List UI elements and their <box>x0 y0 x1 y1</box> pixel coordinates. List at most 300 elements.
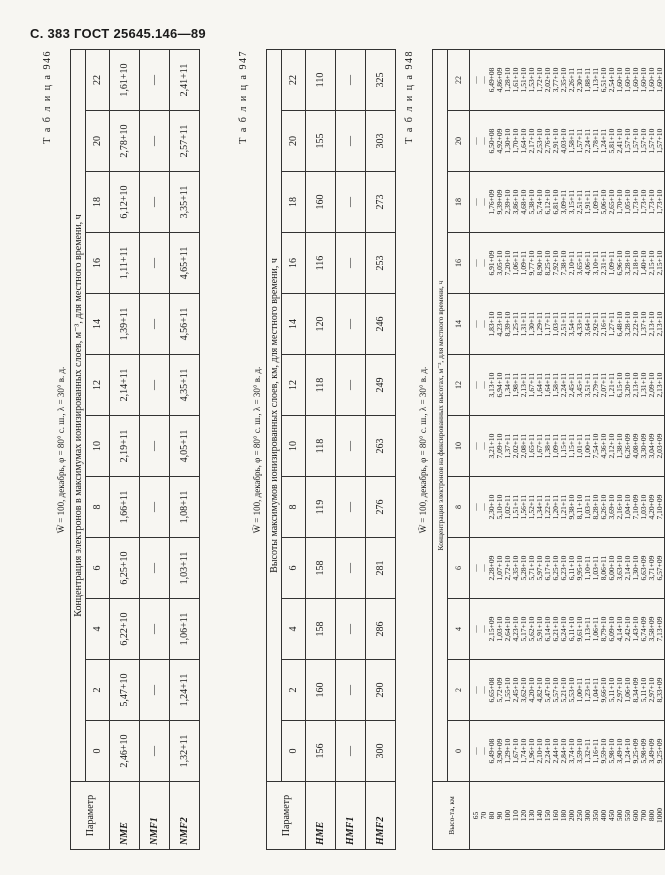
subheader: Концентрация электронов на фиксированных высотах, м⁻³, для местного времени, ч <box>433 49 448 781</box>
cell-value: 4,20+09 <box>647 494 656 520</box>
cell-value: 8,06+11 <box>599 555 608 581</box>
col-header: 10 <box>282 416 306 477</box>
cell-value: 1,65+11 <box>527 433 536 459</box>
cell-value: — <box>471 320 480 328</box>
cell-value: 1,37+10 <box>639 311 648 337</box>
cell-value: 5,17+10 <box>519 616 528 642</box>
cell-value: 1,15+11 <box>567 433 576 459</box>
cell-value: 2,02+10 <box>543 67 552 93</box>
cell-value: 1,51+10 <box>519 67 528 93</box>
cell-value: 9,39+09 <box>495 189 504 215</box>
cell-value: 1,52+11 <box>527 494 536 520</box>
cell-value: 3,49+09 <box>647 738 656 764</box>
cell-value: 1,67+11 <box>535 433 544 459</box>
cell-value: 2,30+10 <box>487 494 496 520</box>
cell-value: 1,09+11 <box>551 433 560 459</box>
cell-value: — <box>471 747 480 755</box>
data-column <box>470 416 665 477</box>
table-cell: 155 <box>306 111 336 172</box>
cell-value: 6,12+10 <box>543 189 552 215</box>
cell-value: 1,29+10 <box>503 738 512 764</box>
cell-value: 8,90+10 <box>535 250 544 276</box>
cell-value: 1,17+11 <box>543 311 552 337</box>
cell-value: 1,07+10 <box>495 555 504 581</box>
table-cell: 2,14+11 <box>110 355 140 416</box>
cell-value: 1,67+11 <box>527 372 536 398</box>
cell-value: 3,64+11 <box>583 311 592 337</box>
col-header: 22 <box>448 49 470 110</box>
cell-value: — <box>471 625 480 633</box>
col-header: 18 <box>282 172 306 233</box>
col-header: 10 <box>86 416 110 477</box>
cell-value: 2,84+10 <box>559 738 568 764</box>
col-header: 22 <box>282 49 306 110</box>
col-header: 6 <box>86 538 110 599</box>
table-cell: 290 <box>366 660 396 721</box>
table-cell: 1,08+11 <box>170 477 200 538</box>
cell-value: 2,24+11 <box>583 128 592 154</box>
table-cell: 1,32+11 <box>170 721 200 782</box>
cell-value: 1,57+10 <box>655 128 664 154</box>
height-value: 80 <box>487 811 496 820</box>
col-header: 8 <box>448 477 470 538</box>
cell-value: 1,98+11 <box>511 372 520 398</box>
cell-value: 5,28+10 <box>519 555 528 581</box>
table-cell: 3,35+11 <box>170 172 200 233</box>
cell-value: 4,86+09 <box>495 67 504 93</box>
table-cell: 4,56+11 <box>170 294 200 355</box>
height-value: 160 <box>551 809 560 822</box>
cell-value: 2,42+10 <box>623 616 632 642</box>
col-header: 6 <box>448 538 470 599</box>
cell-value: 9,95+10 <box>575 555 584 581</box>
cell-value: 1,37+11 <box>503 433 512 459</box>
col-header: 14 <box>448 294 470 355</box>
col-header: 8 <box>86 477 110 538</box>
table-cell: — <box>336 477 366 538</box>
cell-value: 6,81+10 <box>551 189 560 215</box>
cell-value: 2,13+10 <box>647 311 656 337</box>
table-cell: 160 <box>306 172 336 233</box>
cell-value: 5,11+10 <box>639 677 648 703</box>
cell-value: 7,54+10 <box>591 433 600 459</box>
table-cell: — <box>140 538 170 599</box>
table-947-grid <box>266 49 396 850</box>
table-cell: 303 <box>366 111 396 172</box>
cell-value: 1,32+11 <box>583 738 592 764</box>
table-cell: 5,47+10 <box>110 660 140 721</box>
table-cell: 110 <box>306 49 336 110</box>
cell-value: — <box>479 625 488 633</box>
cell-value: 1,73+10 <box>631 189 640 215</box>
cell-value: 1,73+10 <box>647 189 656 215</box>
cell-value: 2,97+10 <box>615 677 624 703</box>
data-column <box>470 49 665 110</box>
table-title: W̄ = 100, декабрь, φ = 80° с. ш., λ = 30° в. д. <box>252 366 262 534</box>
cell-value: 1,13+11 <box>591 67 600 93</box>
cell-value: 2,10+10 <box>535 738 544 764</box>
cell-value: — <box>479 76 488 84</box>
cell-value: 1,72+10 <box>535 67 544 93</box>
table-cell: — <box>336 355 366 416</box>
col-header: 20 <box>86 111 110 172</box>
cell-value: 1,24+10 <box>623 738 632 764</box>
col-header: 10 <box>448 416 470 477</box>
cell-value: 1,70+10 <box>511 128 520 154</box>
cell-value: 2,15+09 <box>487 616 496 642</box>
table-cell: 6,25+10 <box>110 538 140 599</box>
cell-value: 7,09+10 <box>495 433 504 459</box>
cell-value: 1,02+11 <box>503 494 512 520</box>
table-cell: — <box>140 355 170 416</box>
cell-value: 1,55+10 <box>503 677 512 703</box>
cell-value: — <box>479 564 488 572</box>
table-cell: 6,12+10 <box>110 172 140 233</box>
cell-value: 4,36+10 <box>599 433 608 459</box>
table-number: Т а б л и ц а 948 <box>404 50 415 144</box>
cell-value: 3,90+09 <box>495 738 504 764</box>
table-cell: 325 <box>366 49 396 110</box>
data-column <box>470 172 665 233</box>
cell-value: 9,25+09 <box>631 738 640 764</box>
cell-value: 2,17+10 <box>527 128 536 154</box>
cell-value: 1,53+10 <box>527 67 536 93</box>
cell-value: 4,68+10 <box>519 189 528 215</box>
height-value: 250 <box>575 809 584 822</box>
page-header: С. 383 ГОСТ 25645.146—89 <box>30 26 206 41</box>
cell-value: 2,65+10 <box>607 189 616 215</box>
cell-value: 1,61+10 <box>511 67 520 93</box>
cell-value: 1,15+11 <box>559 433 568 459</box>
cell-value: 5,97+10 <box>535 555 544 581</box>
height-value: 800 <box>647 809 656 822</box>
cell-value: 1,88+11 <box>583 67 592 93</box>
col-header: 12 <box>448 355 470 416</box>
cell-value: 3,05+10 <box>495 250 504 276</box>
cell-value: 7,10+09 <box>655 494 664 520</box>
data-column <box>470 111 665 172</box>
cell-value: 1,25+11 <box>511 311 520 337</box>
table-cell: 2,46+10 <box>110 721 140 782</box>
table-946-grid <box>70 49 200 850</box>
col-header: 16 <box>86 233 110 294</box>
cell-value: 1,56+11 <box>519 494 528 520</box>
cell-value: 1,00+11 <box>575 677 584 703</box>
cell-value: 2,15+10 <box>647 250 656 276</box>
cell-value: 2,45+11 <box>567 372 576 398</box>
cell-value: 1,06+11 <box>511 250 520 276</box>
cell-value: 6,11+10 <box>567 616 576 642</box>
cell-value: 2,16+11 <box>599 311 608 337</box>
cell-value: 8,34+09 <box>631 677 640 703</box>
cell-value: 1,13+11 <box>583 616 592 642</box>
table-cell: — <box>336 294 366 355</box>
table-cell: 2,78+10 <box>110 111 140 172</box>
col-header: 20 <box>282 111 306 172</box>
cell-value: 1,58+11 <box>551 372 560 398</box>
cell-value: 2,97+10 <box>647 677 656 703</box>
col-header: 2 <box>282 660 306 721</box>
table-cell: — <box>140 294 170 355</box>
data-column <box>470 538 665 599</box>
table-cell: — <box>140 172 170 233</box>
cell-value: 1,29+11 <box>535 311 544 337</box>
cell-value: 7,13+09 <box>655 616 664 642</box>
data-column <box>470 233 665 294</box>
cell-value: 2,10+11 <box>567 250 576 276</box>
cell-value: 2,79+11 <box>591 372 600 398</box>
cell-value: 3,59+10 <box>575 738 584 764</box>
table-cell: 263 <box>366 416 396 477</box>
cell-value: 2,92+11 <box>591 311 600 337</box>
table-cell: 6,22+10 <box>110 599 140 660</box>
table-cell: 1,66+11 <box>110 477 140 538</box>
height-value: 140 <box>535 809 544 822</box>
cell-value: 3,28+10 <box>623 311 632 337</box>
table-cell: 156 <box>306 721 336 782</box>
height-value: 300 <box>583 809 592 822</box>
cell-value: 1,23+11 <box>583 677 592 703</box>
table-cell: 281 <box>366 538 396 599</box>
cell-value: 1,83+10 <box>487 311 496 337</box>
cell-value: 4,06+11 <box>583 250 592 276</box>
cell-value: — <box>479 747 488 755</box>
cell-value: — <box>479 198 488 206</box>
cell-value: 9,66+10 <box>599 677 608 703</box>
cell-value: — <box>471 259 480 267</box>
data-column <box>470 294 665 355</box>
cell-value: 5,38+10 <box>527 189 536 215</box>
col-header: 4 <box>282 599 306 660</box>
height-value: 150 <box>543 809 552 822</box>
cell-value: 8,33+09 <box>655 677 664 703</box>
data-column <box>470 721 665 782</box>
data-column <box>470 660 665 721</box>
cell-value: 1,03+11 <box>583 494 592 520</box>
cell-value: 9,61+10 <box>575 616 584 642</box>
cell-value: 4,08+09 <box>631 433 640 459</box>
table-number: Т а б л и ц а 947 <box>238 50 249 144</box>
cell-value: 4,03+10 <box>559 128 568 154</box>
cell-value: 2,35+10 <box>559 67 568 93</box>
cell-value: 2,30+11 <box>575 67 584 93</box>
cell-value: 1,34+11 <box>535 494 544 520</box>
cell-value: 1,30+11 <box>527 311 536 337</box>
cell-value: 4,20+10 <box>527 677 536 703</box>
cell-value: 3,86+10 <box>511 189 520 215</box>
cell-value: 1,30+10 <box>631 555 640 581</box>
subheader: Концентрация электронов в максимумах ионизированных слоев, м⁻³, для местного времени, ч <box>71 50 86 782</box>
cell-value: 2,26+11 <box>567 67 576 93</box>
cell-value: — <box>471 198 480 206</box>
cell-value: 6,63+09 <box>639 555 648 581</box>
table-cell: 249 <box>366 355 396 416</box>
table-cell: 1,24+11 <box>170 660 200 721</box>
cell-value: 1,31+11 <box>519 311 528 337</box>
cell-value: 5,11+10 <box>607 677 616 703</box>
col-header: 4 <box>448 599 470 660</box>
cell-value: 2,64+10 <box>503 616 512 642</box>
cell-value: 2,16+10 <box>615 494 624 520</box>
height-value: 100 <box>503 809 512 822</box>
data-column <box>470 355 665 416</box>
cell-value: 6,74+09 <box>639 616 648 642</box>
cell-value: 2,14+10 <box>623 555 632 581</box>
table-cell: — <box>336 233 366 294</box>
cell-value: 1,38+10 <box>615 433 624 459</box>
cell-value: 6,21+10 <box>551 616 560 642</box>
cell-value: 2,15+10 <box>655 250 664 276</box>
cell-value: 2,13+10 <box>631 372 640 398</box>
cell-value: 2,54+10 <box>607 67 616 93</box>
table-cell: 2,41+11 <box>170 50 200 111</box>
table-cell: 118 <box>306 416 336 477</box>
col-header: 0 <box>86 721 110 782</box>
cell-value: — <box>471 442 480 450</box>
table-cell: 1,06+11 <box>170 599 200 660</box>
col-header: 4 <box>86 599 110 660</box>
cell-value: 1,16+11 <box>591 738 600 764</box>
cell-value: 5,74+10 <box>535 189 544 215</box>
cell-value: 3,77+10 <box>551 67 560 93</box>
cell-value: 3,13+10 <box>487 372 496 398</box>
cell-value: 6,26+09 <box>623 433 632 459</box>
table-cell: — <box>336 660 366 721</box>
table-cell: 116 <box>306 233 336 294</box>
col-header: 22 <box>86 50 110 111</box>
table-cell: — <box>336 111 366 172</box>
cell-value: 3,28+10 <box>623 250 632 276</box>
table-cell: 1,03+11 <box>170 538 200 599</box>
cell-value: 6,96+10 <box>615 250 624 276</box>
cell-value: 3,10+11 <box>591 250 600 276</box>
table-cell: 4,35+11 <box>170 355 200 416</box>
cell-value: 2,51+11 <box>575 189 584 215</box>
param-header: Параметр <box>71 782 110 850</box>
table-cell: 4,05+11 <box>170 416 200 477</box>
table-cell: — <box>140 50 170 111</box>
cell-value: 1,78+11 <box>591 128 600 154</box>
cell-value: 5,91+10 <box>535 616 544 642</box>
table-cell: 119 <box>306 477 336 538</box>
col-header: 14 <box>86 294 110 355</box>
cell-value: 1,67+10 <box>511 738 520 764</box>
cell-value: 3,49+10 <box>615 738 624 764</box>
cell-value: 1,57+10 <box>639 128 648 154</box>
cell-value: 6,23+10 <box>559 555 568 581</box>
table-cell: 1,61+10 <box>110 50 140 111</box>
col-header: 12 <box>86 355 110 416</box>
cell-value: 2,13+11 <box>519 372 528 398</box>
cell-value: 4,33+11 <box>575 311 584 337</box>
cell-value: 4,23+10 <box>511 616 520 642</box>
table-cell: — <box>140 111 170 172</box>
cell-value: 3,69+10 <box>607 494 616 520</box>
param-name: HME <box>306 782 336 850</box>
cell-value: 5,62+10 <box>527 616 536 642</box>
cell-value: 3,51+11 <box>583 372 592 398</box>
cell-value: 5,10+10 <box>495 494 504 520</box>
cell-value: 1,57+10 <box>623 128 632 154</box>
cell-value: 1,38+11 <box>543 433 552 459</box>
cell-value: 1,96+10 <box>527 738 536 764</box>
table-cell: 158 <box>306 599 336 660</box>
cell-value: 5,72+09 <box>495 677 504 703</box>
cell-value: 3,20+10 <box>623 372 632 398</box>
param-header: Параметр <box>267 782 306 850</box>
col-header: 20 <box>448 111 470 172</box>
cell-value: 1,64+11 <box>535 372 544 398</box>
cell-value: 2,28+09 <box>487 555 496 581</box>
cell-value: 2,24+11 <box>559 372 568 398</box>
cell-value: 6,50+08 <box>487 128 496 154</box>
col-header: 12 <box>282 355 306 416</box>
cell-value: 1,28+10 <box>503 67 512 93</box>
cell-value: 1,64+10 <box>519 128 528 154</box>
cell-value: — <box>479 381 488 389</box>
data-column <box>470 599 665 660</box>
cell-value: 6,17+10 <box>543 555 552 581</box>
height-value: 350 <box>591 809 600 822</box>
table-cell: 2,57+11 <box>170 111 200 172</box>
cell-value: 6,11+10 <box>567 555 576 581</box>
cell-value: 1,34+11 <box>503 372 512 398</box>
cell-value: 6,14+10 <box>543 616 552 642</box>
cell-value: 1,57+11 <box>575 128 584 154</box>
cell-value: — <box>479 686 488 694</box>
cell-value: 3,45+11 <box>575 372 584 398</box>
cell-value: 4,23+10 <box>495 311 504 337</box>
cell-value: 5,53+10 <box>567 677 576 703</box>
cell-value: 1,00+11 <box>583 433 592 459</box>
cell-value: 6,51+10 <box>599 67 608 93</box>
cell-value: 2,45+10 <box>511 677 520 703</box>
cell-value: 1,76+09 <box>487 189 496 215</box>
cell-value: 2,22+10 <box>631 311 640 337</box>
param-name: NMF2 <box>170 782 200 850</box>
cell-value: 3,30+09 <box>639 433 648 459</box>
height-value: 120 <box>519 809 528 822</box>
cell-value: 1,21+11 <box>559 494 568 520</box>
cell-value: 1,03+11 <box>551 311 560 337</box>
cell-value: 8,28+10 <box>591 494 600 520</box>
cell-value: 6,24+10 <box>559 616 568 642</box>
height-value: 180 <box>559 809 568 822</box>
cell-value: 4,82+10 <box>535 677 544 703</box>
cell-value: 2,39+10 <box>503 189 512 215</box>
data-column <box>470 477 665 538</box>
cell-value: 2,13+10 <box>655 372 664 398</box>
cell-value: 1,24+11 <box>599 128 608 154</box>
cell-value: 2,41+10 <box>615 128 624 154</box>
cell-value: 1,06+11 <box>591 616 600 642</box>
cell-value: 4,35+10 <box>511 555 520 581</box>
col-header: 0 <box>282 721 306 782</box>
cell-value: 1,27+11 <box>607 311 616 337</box>
cell-value: 1,03+10 <box>639 494 648 520</box>
cell-value: 6,26+10 <box>599 494 608 520</box>
cell-value: 2,13+10 <box>655 311 664 337</box>
param-name: HMF1 <box>336 782 366 850</box>
cell-value: 8,39+10 <box>503 311 512 337</box>
table-cell: — <box>140 599 170 660</box>
table-number: Т а б л и ц а 946 <box>42 50 53 144</box>
cell-value: 2,03+09 <box>655 433 664 459</box>
cell-value: 1,04+11 <box>591 677 600 703</box>
height-value: 200 <box>567 809 576 822</box>
cell-value: 1,09+11 <box>591 189 600 215</box>
table-cell: 120 <box>306 294 336 355</box>
